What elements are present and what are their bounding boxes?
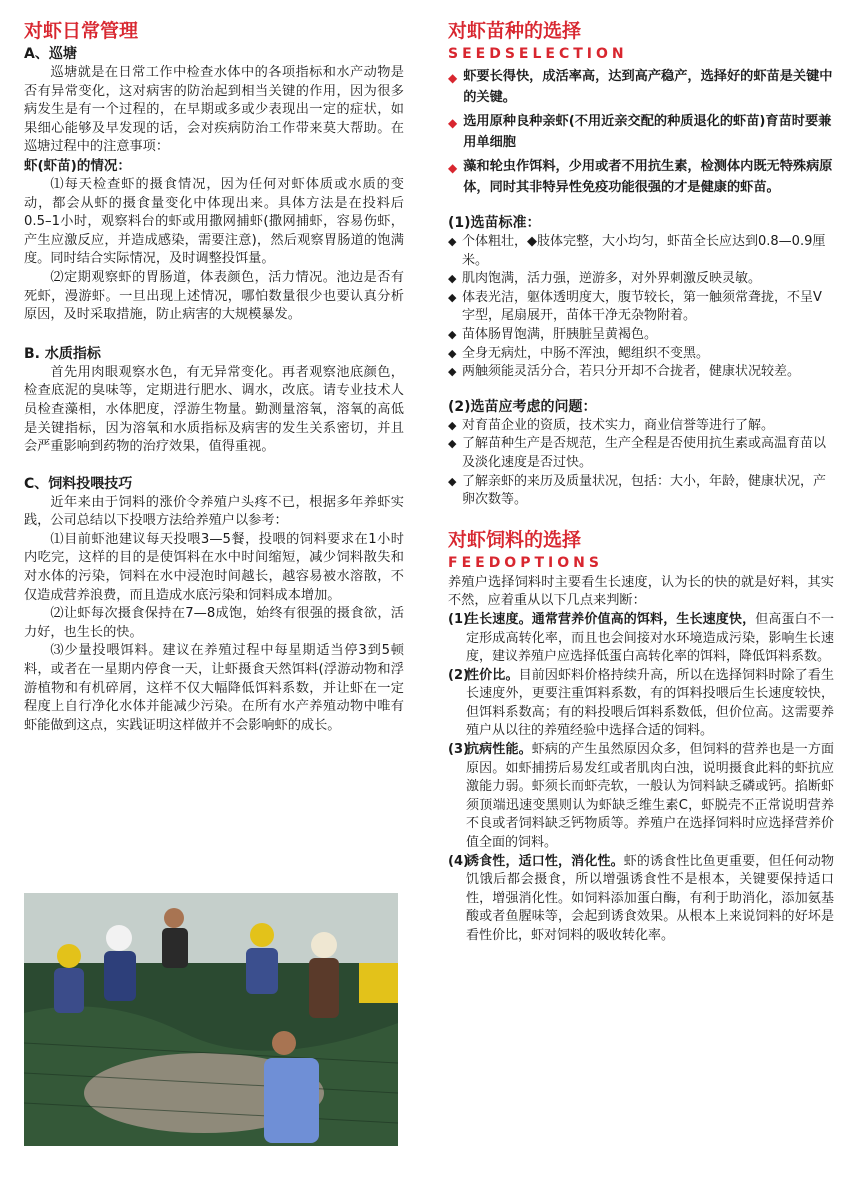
feed-criterion: (3) 抗病性能。虾病的产生虽然原因众多，但饲料的营养也是一方面原因。如虾捕捞后易发红或者肌肉白浊，说明摄食此料的虾抗应激能力弱。虾须长而虾壳软，一般认为饲料缺乏磷或钙。掐断虾须顶端迅速变黑则认为虾缺乏维生素C，虾脱壳不正常说明营养不良或者饲料缺乏钙物质等。养殖户在选择饲料时应选择营养价值全面的饲料。	[448, 742, 834, 851]
paragraph-c-2: ⑵让虾每次摄食保持在7—8成饱，始终有很强的摄食欲，活力好，也生长的快。	[24, 606, 404, 640]
diamond-bullet-icon: ◆	[448, 116, 458, 130]
heading-selection-questions: (2)选苗应考虑的问题：	[448, 398, 597, 415]
section-subtitle-feedoptions: FEEDOPTIONS	[448, 554, 603, 571]
key-point: ◆ 选用原种良种亲虾(不用近亲交配的种质退化的虾苗)育苗时要兼用单细胞	[448, 114, 832, 150]
diamond-bullet-icon: ◆	[448, 474, 457, 488]
photo-illustration	[24, 893, 398, 1146]
feed-criterion: (1) 生长速度。通常营养价值高的饵料，生长速度快，但高蛋白不一定形成高转化率，而且也会间接对水环境造成污染，影响生长速度，建议养殖户应选择低蛋白高转化率的饵料，降低饵料系数。	[448, 611, 834, 665]
diamond-bullet-icon: ◆	[448, 365, 457, 379]
right-column	[448, 0, 834, 946]
diamond-bullet-icon: ◆	[448, 346, 457, 360]
diamond-bullet-icon: ◆	[448, 418, 457, 432]
heading-selection-standard: (1)选苗标准：	[448, 215, 541, 231]
shrimp-harvest-photo	[24, 893, 398, 1146]
feed-criteria-list	[448, 611, 834, 946]
diamond-bullet-icon: ◆	[448, 327, 457, 341]
key-points-list	[448, 67, 834, 198]
left-column	[24, 0, 404, 735]
list-item: ◆ 肌肉饱满，活力强，逆游多，对外界刺激反映灵敏。	[448, 270, 834, 289]
heading-c: C、饲料投喂技巧	[24, 475, 133, 492]
paragraph-c-3: ⑶少量投喂饵料。建议在养殖过程中每星期适当停3到5顿料，或者在一星期内停食一天，让虾摄食天然饵料(浮游动物和浮游植物和有机碎屑，这样不仅大幅降低饵料系数，并让虾在一定程度上自行净化水体并能减少污染。在所有水产养殖动物中唯有虾能做到这点，实践证明这样做并不会影响虾的成长。	[24, 643, 404, 733]
section-title-seed-selection: 对虾苗种的选择	[448, 20, 582, 42]
key-point: ◆ 藻和轮虫作饵料，少用或者不用抗生素，检测体内既无特殊病原体，同时其非特异性免疫功能很强的才是健康的虾苗。	[448, 159, 833, 195]
section-subtitle-seedselection: SEEDSELECTION	[448, 46, 628, 62]
list-item: ◆ 了解亲虾的来历及质量状况，包括：大小，年龄，健康状况，产卵次数等。	[448, 473, 834, 510]
diamond-bullet-icon: ◆	[448, 71, 458, 85]
diamond-bullet-icon: ◆	[448, 272, 457, 286]
list-item: ◆ 全身无病灶，中肠不浑浊，鳃组织不变黑。	[448, 345, 834, 364]
diamond-bullet-icon: ◆	[448, 235, 457, 248]
section-title-daily-management: 对虾日常管理	[24, 20, 139, 42]
paragraph-c-1: ⑴目前虾池建议每天投喂3—5餐，投喂的饲料要求在1小时内吃完，这样的目的是使饵料在水中时间缩短，减少饲料散失和对水体的污染，饲料在水中浸泡时间越长，越容易被水溶散，不仅造成营养浪费，而且造成水底污染和饲料成本增加。	[24, 531, 404, 603]
paragraph-feed-intro: 养殖户选择饲料时主要看生长速度，认为长的快的就是好料，其实不然，应着重从以下几点来判断：	[448, 574, 834, 609]
diamond-bullet-icon: ◆	[448, 161, 458, 175]
list-item: ◆ 个体粗壮，◆肢体完整，大小均匀，虾苗全长应达到0.8—0.9厘米。	[448, 233, 834, 270]
paragraph-a-1: ⑴每天检查虾的摄食情况，因为任何对虾体质或水质的变动，都会从虾的摄食量变化中体现出来。具体方法是在投料后0.5–1小时，观察料台的虾或用撒网捕虾(撒网捕虾，容易伤虾，产生应激反应，并造成感染，需要注意)，然后观察胃肠道的饱满度。同时结合实际情况，及时调整投饵量。	[24, 176, 404, 267]
list-item: ◆ 两触须能灵活分合，若只分开却不合拢者，健康状况较差。	[448, 363, 834, 382]
key-point: ◆ 虾要长得快，成活率高，达到高产稳产，选择好的虾苗是关键中的关键。	[448, 69, 833, 105]
paragraph-c-intro: 近年来由于饲料的涨价令养殖户头疼不已，根据多年养虾实践，公司总结以下投喂方法给养殖户以参考：	[24, 494, 404, 529]
subheading-shrimp: 虾(虾苗)的情况：	[24, 157, 131, 174]
list-item: ◆ 苗体肠胃饱满，肝胰脏呈黄褐色。	[448, 326, 834, 345]
feed-criterion: (4) 诱食性，适口性，消化性。虾的诱食性比鱼更重要，但任何动物饥饿后都会摄食，所以增强诱食性不是根本，关键要保持适口性，增强消化性。如饲料添加蛋白酶，有利于助消化，添加氨基酸或者鱼腥味等，会起到诱食效果。从根本上来说饲料的好坏是看性价比，虾对饲料的吸收转化率。	[448, 853, 834, 943]
questions-list	[448, 417, 834, 510]
diamond-bullet-icon: ◆	[448, 290, 457, 304]
list-item: ◆ 对育苗企业的资质，技术实力，商业信誉等进行了解。	[448, 417, 834, 436]
heading-b: B. 水质指标	[24, 345, 101, 362]
heading-a: A、巡塘	[24, 46, 77, 62]
standard-list	[448, 233, 834, 382]
feed-criterion: (2) 性价比。目前因虾料价格持续升高，所以在选择饲料时除了看生长速度外，更要注重饵料系数，有的饵料投喂后生长速度较快，但饵料系数高；有的料投喂后饵料系数低，但价位高。这需要养殖户从以往的养殖经验中选择合适的饲料。	[448, 667, 834, 739]
list-item: ◆ 了解苗种生产是否规范，生产全程是否使用抗生素或高温育苗以及淡化速度是否过快。	[448, 435, 834, 472]
section-title-feed-selection: 对虾饲料的选择	[448, 528, 582, 551]
diamond-bullet-icon: ◆	[448, 437, 457, 451]
paragraph-a-intro: 巡塘就是在日常工作中检查水体中的各项指标和水产动物是否有异常变化，这对病害的防治起到相当关键的作用，因为很多病发生是有一个过程的，在早期或多或少表现出一定的症状，如果细心能够及早发现的话，会对疾病防治工作带来莫大帮助。在巡塘过程中的注意事项：	[24, 65, 404, 155]
list-item: ◆ 体表光洁，躯体透明度大，腹节较长，第一触须常聋拢，不呈V字型，尾扇展开，苗体干净无杂物附着。	[448, 289, 834, 326]
paragraph-a-2: ⑵定期观察虾的胃肠道，体表颜色，活力情况。池边是否有死虾，漫游虾。一旦出现上述情况，哪怕数量很少也要认真分析原因，及时采取措施，防止病害的大规模暴发。	[24, 269, 404, 323]
paragraph-b: 首先用肉眼观察水色，有无异常变化。再者观察池底颜色，检查底泥的臭味等，定期进行肥水、调水，改底。请专业技术人员检查藻相，水体肥度，浮游生物量。勤测量溶氧，溶氧的高低是关键指标，因为溶氧和水质指标及病害的发生关系密切，并且会严重影响到药物的治疗效果，值得重视。	[24, 364, 404, 455]
